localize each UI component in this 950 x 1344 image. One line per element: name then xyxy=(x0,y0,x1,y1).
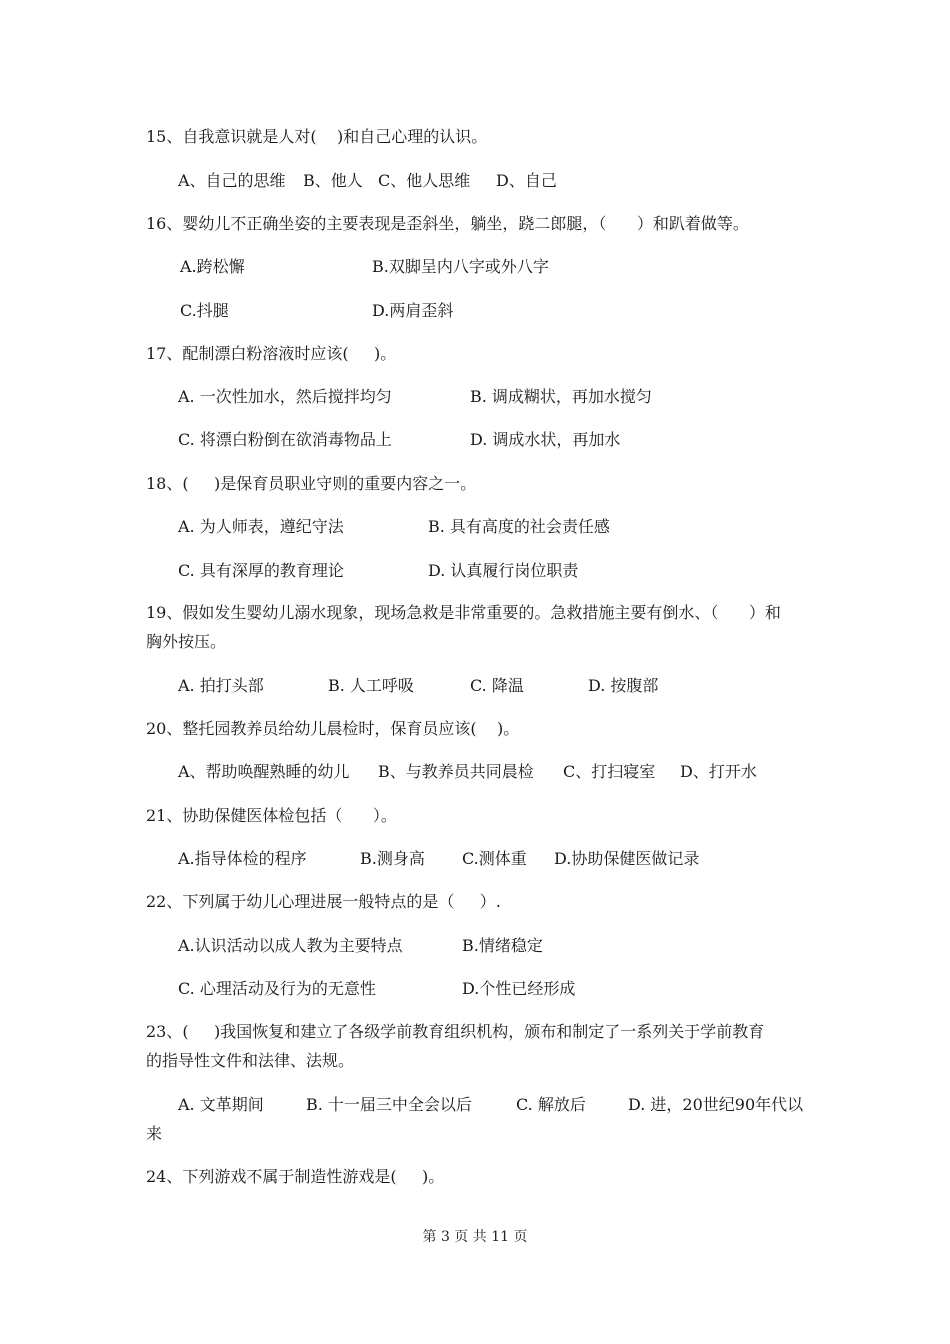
question-15-option-d: D、自己 xyxy=(496,171,557,190)
question-17-option-d: D. 调成水状，再加水 xyxy=(470,430,621,449)
question-17-stem: 17、配制漂白粉溶液时应该( )。 xyxy=(146,344,397,363)
question-23-option-b: B. 十一届三中全会以后 xyxy=(306,1095,472,1114)
question-22-option-c: C. 心理活动及行为的无意性 xyxy=(178,979,376,998)
question-15-option-c: C、他人思维 xyxy=(378,171,471,190)
question-23-option-d-continued: 来 xyxy=(146,1124,163,1143)
question-19-option-a: A. 拍打头部 xyxy=(178,676,264,695)
question-17-option-a: A. 一次性加水，然后搅拌均匀 xyxy=(178,387,392,406)
question-19-stem-line-2: 胸外按压。 xyxy=(146,632,227,651)
question-23-option-c: C. 解放后 xyxy=(516,1095,586,1114)
question-20-option-b: B、与教养员共同晨检 xyxy=(378,762,534,781)
question-22-stem: 22、下列属于幼儿心理进展一般特点的是（ ）. xyxy=(146,892,501,911)
question-18-option-a: A. 为人师表，遵纪守法 xyxy=(178,517,344,536)
question-18-stem: 18、( )是保育员职业守则的重要内容之一。 xyxy=(146,474,477,493)
question-18-option-d: D. 认真履行岗位职责 xyxy=(428,561,579,580)
question-22-option-b: B.情绪稳定 xyxy=(462,936,543,955)
question-16-option-b: B.双脚呈内八字或外八字 xyxy=(372,257,549,276)
question-24-stem: 24、下列游戏不属于制造性游戏是( )。 xyxy=(146,1167,445,1186)
question-21-option-a: A.指导体检的程序 xyxy=(178,849,307,868)
question-15-stem: 15、自我意识就是人对( )和自己心理的认识。 xyxy=(146,127,488,146)
question-19-option-b: B. 人工呼吸 xyxy=(328,676,414,695)
question-20-option-c: C、打扫寝室 xyxy=(563,762,656,781)
question-23-stem-line-2: 的指导性文件和法律、法规。 xyxy=(146,1051,355,1070)
question-18-option-c: C. 具有深厚的教育理论 xyxy=(178,561,344,580)
question-15-option-a: A、自己的思维 xyxy=(178,171,286,190)
question-20-option-d: D、打开水 xyxy=(680,762,757,781)
question-23-stem-line-1: 23、( )我国恢复和建立了各级学前教育组织机构，颁布和制定了一系列关于学前教育 xyxy=(146,1022,765,1041)
question-21-stem: 21、协助保健医体检包括（ ）。 xyxy=(146,806,397,825)
question-21-option-d: D.协助保健医做记录 xyxy=(554,849,700,868)
question-23-option-d: D. 进，20世纪90年代以 xyxy=(628,1095,804,1114)
question-15-option-b: B、他人 xyxy=(303,171,363,190)
question-17-option-c: C. 将漂白粉倒在欲消毒物品上 xyxy=(178,430,392,449)
question-20-stem: 20、整托园教养员给幼儿晨检时，保育员应该( )。 xyxy=(146,719,520,738)
question-22-option-d: D.个性已经形成 xyxy=(462,979,576,998)
page-number-footer: 第 3 页 共 11 页 xyxy=(422,1229,528,1245)
question-17-option-b: B. 调成糊状，再加水搅匀 xyxy=(470,387,652,406)
question-16-option-a: A.跨松懈 xyxy=(180,257,245,276)
question-21-option-b: B.测身高 xyxy=(360,849,425,868)
question-16-stem: 16、婴幼儿不正确坐姿的主要表现是歪斜坐，躺坐，跷二郎腿，（ ）和趴着做等。 xyxy=(146,214,749,233)
question-20-option-a: A、帮助唤醒熟睡的幼儿 xyxy=(178,762,350,781)
question-22-option-a: A.认识活动以成人教为主要特点 xyxy=(178,936,403,955)
question-23-option-a: A. 文革期间 xyxy=(178,1095,264,1114)
question-19-option-c: C. 降温 xyxy=(470,676,524,695)
question-16-option-d: D.两肩歪斜 xyxy=(372,301,454,320)
question-18-option-b: B. 具有高度的社会责任感 xyxy=(428,517,610,536)
question-19-stem-line-1: 19、假如发生婴幼儿溺水现象，现场急救是非常重要的。急救措施主要有倒水、（ ）和 xyxy=(146,603,781,622)
question-21-option-c: C.测体重 xyxy=(462,849,527,868)
question-19-option-d: D. 按腹部 xyxy=(588,676,659,695)
question-16-option-c: C.抖腿 xyxy=(180,301,229,320)
